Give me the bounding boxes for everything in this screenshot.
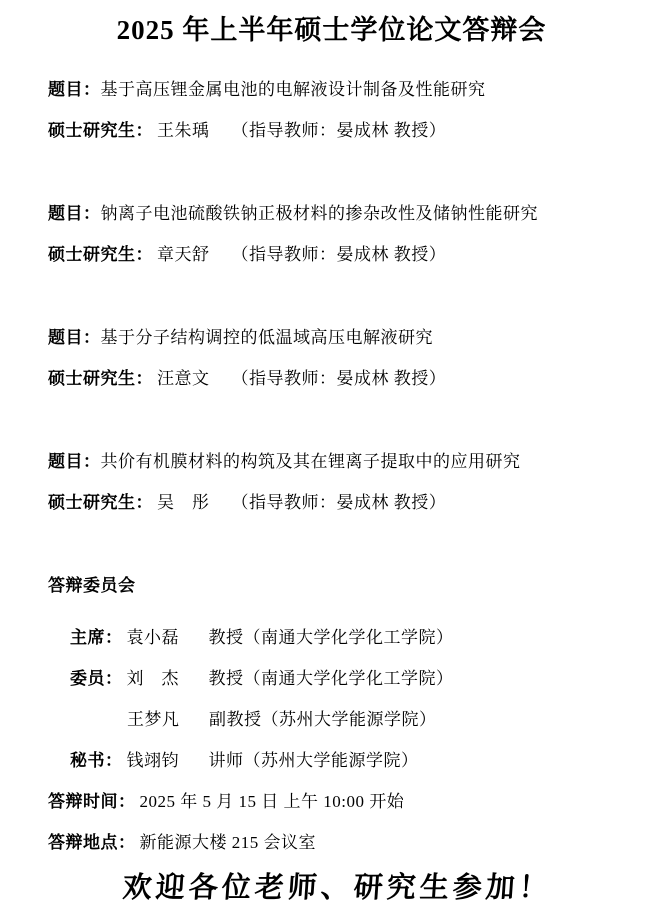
committee-section [48,563,627,861]
member-row [48,656,627,697]
advisor-text: （指导教师：晏成林 教授） [231,369,447,388]
advisor-text: （指导教师：晏成林 教授） [231,121,447,140]
venue-label: 答辩地点： [48,833,136,852]
time-value: 2025 年 5 月 15 日 上午 10:00 开始 [139,792,405,811]
student-name: 汪意文 [157,369,210,388]
student-label: 硕士研究生： [48,245,153,264]
secretary-label: 秘书： [70,751,123,770]
topic-label: 题目： [48,328,101,347]
advisor-text: （指导教师：晏成林 教授） [231,493,447,512]
topic-text: 共价有机膜材料的构筑及其在锂离子提取中的应用研究 [100,452,521,471]
advisor-text: （指导教师：晏成林 教授） [231,245,447,264]
student-name: 章天舒 [157,245,210,264]
student-line [48,232,627,273]
topic-text: 钠离子电池硫酸铁钠正极材料的掺杂改性及储钠性能研究 [100,204,538,223]
topic-text: 基于分子结构调控的低温域高压电解液研究 [100,328,433,347]
student-line [48,356,627,397]
time-label: 答辩时间： [48,792,136,811]
chair-label: 主席： [70,628,123,647]
committee-heading-label: 答辩委员会 [48,576,136,595]
student-label: 硕士研究生： [48,493,153,512]
member-name: 刘 杰 [126,669,179,688]
page-title: 2025 年上半年硕士学位论文答辩会 [116,15,547,45]
welcome-banner: 欢迎各位老师、研究生参加！ [121,872,553,904]
student-name: 王朱瑀 [157,121,210,140]
defense-entry [48,315,627,397]
topic-line [48,191,627,232]
defense-entry [48,439,627,521]
chair-row [48,615,627,656]
student-line [48,108,627,149]
member-name: 王梦凡 [127,710,180,729]
venue-value: 新能源大楼 215 会议室 [139,833,316,852]
secretary-title: 讲师（苏州大学能源学院） [208,751,419,770]
topic-line [48,67,627,108]
member-title: 副教授（苏州大学能源学院） [209,710,437,729]
member-row [48,697,627,738]
secretary-row [48,738,627,779]
student-label: 硕士研究生： [48,121,153,140]
student-label: 硕士研究生： [48,369,153,388]
document-body [0,47,663,906]
chair-name: 袁小磊 [126,628,179,647]
defense-entry [48,191,627,273]
topic-text: 基于高压锂金属电池的电解液设计制备及性能研究 [100,80,486,99]
chair-title: 教授（南通大学化学化工学院） [208,628,454,647]
topic-label: 题目： [48,452,101,471]
member-label: 委员： [70,669,123,688]
student-line [48,480,627,521]
defense-entry [48,67,627,149]
committee-heading [48,563,627,604]
topic-line [48,439,627,480]
time-row [48,779,627,820]
topic-label: 题目： [48,80,101,99]
topic-line [48,315,627,356]
student-name: 吴 彤 [157,493,210,512]
secretary-name: 钱翊钧 [126,751,179,770]
venue-row [48,820,627,861]
topic-label: 题目： [48,204,101,223]
member-title: 教授（南通大学化学化工学院） [208,669,454,688]
